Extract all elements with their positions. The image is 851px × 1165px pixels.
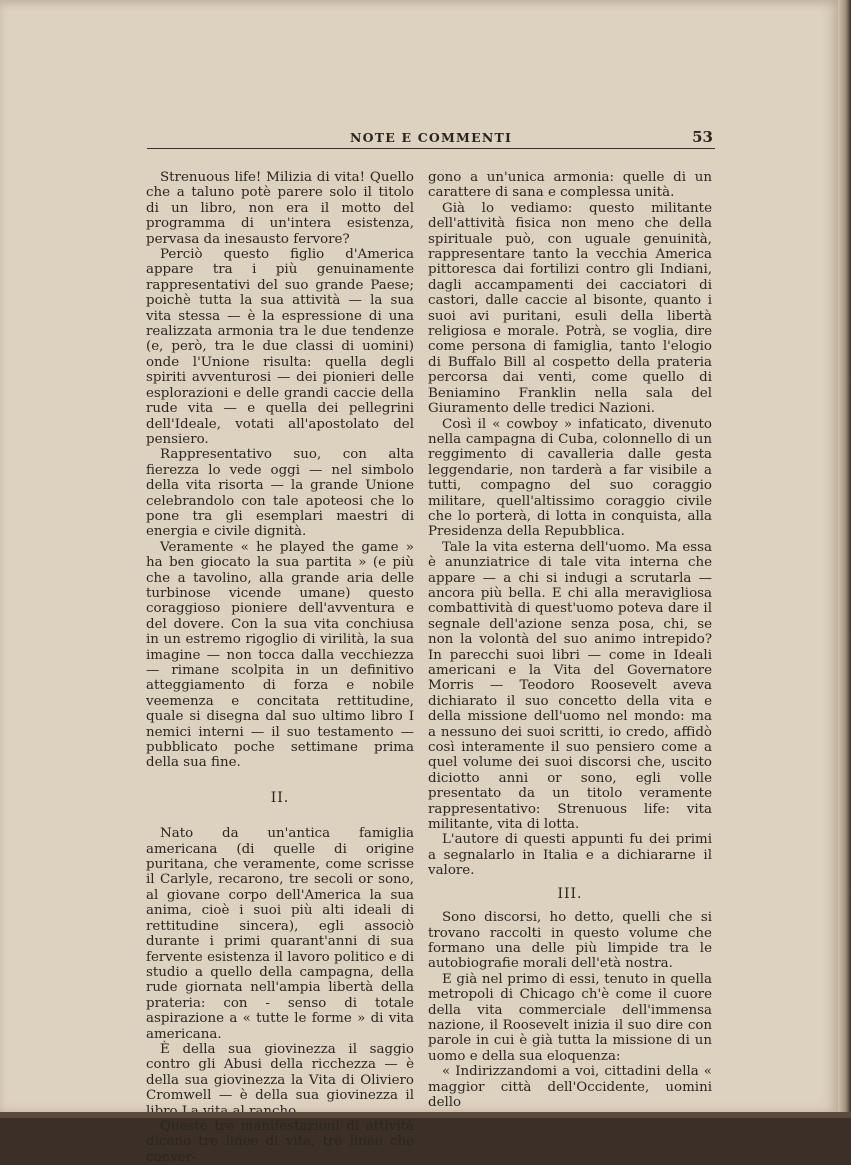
paragraph: Sono discorsi, ho detto, quelli che si trovano raccolti in questo volume che formano una delle più limpide tra le autobiografie morali dell'età nostra. xyxy=(428,910,712,972)
paragraph: Già lo vediamo: questo militante dell'attività fisica non meno che della spirituale può, con uguale genuinità, rappresentare tanto la vecchia America pittoresca dai fortilizi contro gli Indiani, dagli accampamenti dei cacciatori di castori, dalle caccie al bisonte, quanto i suoi avi puritani, esuli della libertà religiosa e morale. Potrà, se voglia, dire come persona di famiglia, tanto l'elogio di Buffalo Bill al cospetto della prateria percorsa dai venti, come quello di Beniamino Franklin nella sala del Giuramento delle tredici Nazioni. xyxy=(428,200,712,417)
paragraph: « Indirizzandomi a voi, cittadini della « maggior città dell'Occidente, uomini dello xyxy=(428,1064,712,1110)
paragraph: gono a un'unica armonia: quelle di un carattere di sana e complessa unità. xyxy=(428,170,712,201)
paragraph: Tale la vita esterna dell'uomo. Ma essa è anunziatrice di tale vita interna che appare — a chi si indugi a scrutarla — ancora più bella. E chi alla meravigliosa combattività di quest'uomo poteva dare il segnale dell'azione senza posa, chi, se non la volontà del suo animo intrepido? In parecchi suoi libri — come in Ideali americani e la Vita del Governatore Morris — Teodoro Roosevelt aveva dichiarato il suo concetto della vita e della missione dell'uomo nel mondo: ma a nessuno dei suoi scritti, io credo, affidò così interamente il suo pensiero come a quel volume dei suoi discorsi che, uscito diciotto anni or sono, egli volle presentato da un titolo veramente rappresentativo: Strenuous life: vita militante, vita di lotta. xyxy=(428,539,712,833)
paragraph: Queste tre manifestazioni di attività dicono tre linee di vita, tre linee che conver- xyxy=(146,1118,414,1165)
paragraph: È della sua giovinezza il saggio contro gli Abusi della ricchezza — è della sua giovinezza la Vita di Oliviero Cromwell — è della sua giovinezza il xyxy=(146,1041,414,1104)
running-header xyxy=(147,126,715,149)
paragraph: L'autore di questi appunti fu dei primi a segnalarlo in Italia e a dichiararne il valore. xyxy=(428,832,712,879)
page-edge xyxy=(838,0,851,1118)
page-number: 53 xyxy=(692,128,713,146)
paragraph: Rappresentativo suo, con alta fierezza lo vede oggi — nel simbolo della vita risorta — la grande Unione celebrandolo con tale apoteosi che lo pone tra gli esemplari maestri di energia e civile dignità. xyxy=(146,447,414,540)
bottom-edge xyxy=(0,1112,851,1118)
running-title: NOTE E COMMENTI xyxy=(350,130,512,145)
paragraph: Veramente « he played the game » ha ben giocato la sua partita » (e più che a tavolino, alla grande aria delle turbinose vicende umane) questo coraggioso pioniere dell'avventura e del dovere. Con la sua vita conchiusa in un estremo rigoglio di virilità, la sua imagine — non tocca dalla vecchiezza — rimane scolpita in un definitivo atteggiamento di forza e nobile veemenza e concitata rettitudine, quale si disegna dal suo ultimo libro I nemici interni — il suo testamento — pubblicato poche settimane prima della sua fine. xyxy=(146,539,414,771)
paragraph: Perciò questo figlio d'America appare tra i più genuinamente rappresentativi del suo grande Paese; poichè tutta la sua attività — la sua vita stessa — è la espressione di una realizzata armonia tra le due tendenze (e, però, tra le due classi di uomini) onde l'Unione risulta: quella degli spiriti avventurosi — dei pionieri delle esplorazioni e delle grandi caccie della rude vita — e quella dei pellegrini dell'Ideale, votati all'apostolato del pensiero. xyxy=(146,247,414,447)
left-column xyxy=(146,170,414,1165)
right-column xyxy=(428,170,712,1110)
paragraph: Strenuous life! Milizia di vita! Quello che a taluno potè parere solo il titolo di un libro, non era il motto del programma di un'intera esistenza, pervasa da inesausto fervore? xyxy=(146,170,414,247)
paragraph: Nato da un'antica famiglia americana (di quelle di origine puritana, che veramente, come scrisse il Carlyle, recarono, tre secoli or sono, al giovane corpo dell'America la sua anima, cioè i suoi più alti ideali di rettitudine sincera), egli associò durante i primi quarant'anni di sua fervente esistenza il lavoro politico e di studio a quello della campagna, della rude giornata nell'ampia libertà della prateria: con - senso di totale aspirazione a « tutte le forme » di vita americana. xyxy=(146,826,414,1042)
paragraph: Così il « cowboy » infaticato, divenuto nella campagna di Cuba, colonnello di un reggimento di cavalleria dalle gesta leggendarie, non tarderà a far visibile a tutti, compagno del suo coraggio militare, quell'altissimo coraggio civile che lo porterà, di lotta in conquista, alla Presidenza della Repubblica. xyxy=(428,416,712,540)
section-heading: II. xyxy=(270,789,290,806)
section-heading: III. xyxy=(557,885,583,902)
paragraph: E già nel primo di essi, tenuto in quella metropoli di Chicago ch'è come il cuore della vita commerciale dell'immensa nazione, il Roosevelt inizia il suo dire con parole in cui è già tutta la missione di un uomo e della sua eloquenza: xyxy=(428,971,712,1064)
